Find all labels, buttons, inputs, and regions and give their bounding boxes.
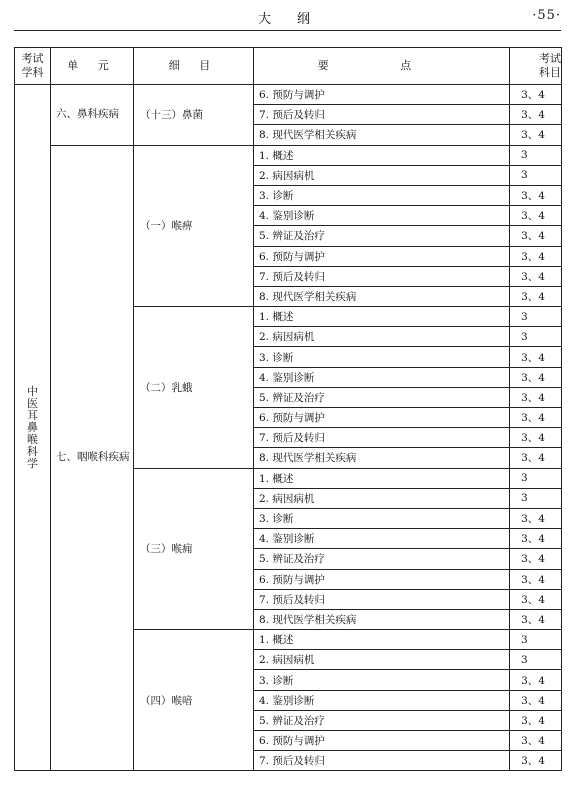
- level-cell: [510, 569, 562, 589]
- point-cell: 8. 现代医学相关疾病: [254, 448, 510, 468]
- table-row: [15, 85, 562, 105]
- point-cell: 4. 鉴别诊断: [254, 690, 510, 710]
- point-cell: 7. 预后及转归: [254, 589, 510, 609]
- table-row: [15, 145, 562, 165]
- point-cell: 5. 辨证及治疗: [254, 549, 510, 569]
- level-value: 3、4: [521, 735, 545, 748]
- level-cell: [510, 347, 562, 367]
- level-cell: [510, 751, 562, 771]
- header-subject: 考试学科: [15, 48, 51, 85]
- level-value: 3: [521, 472, 528, 485]
- point-cell: 3. 诊断: [254, 670, 510, 690]
- level-value: 3、4: [521, 129, 545, 142]
- level-cell: [510, 690, 562, 710]
- point-cell: 8. 现代医学相关疾病: [254, 286, 510, 306]
- detail-cell: （十三）鼻菌: [134, 85, 254, 146]
- point-cell: 6. 预防与调护: [254, 246, 510, 266]
- level-value: 3、4: [521, 613, 545, 626]
- level-value: 3、4: [521, 573, 545, 586]
- level-value: 3、4: [521, 755, 545, 768]
- level-cell: [510, 508, 562, 528]
- level-cell: [510, 549, 562, 569]
- level-cell: [510, 609, 562, 629]
- level-value: 3、4: [521, 694, 545, 707]
- level-value: 3: [521, 492, 528, 505]
- level-cell: [510, 488, 562, 508]
- level-cell: [510, 589, 562, 609]
- point-cell: 1. 概述: [254, 630, 510, 650]
- point-cell: 6. 预防与调护: [254, 569, 510, 589]
- level-cell: [510, 428, 562, 448]
- level-value: 3、4: [521, 432, 545, 445]
- unit-cell: 六、鼻科疾病: [51, 85, 134, 146]
- level-value: 3: [521, 310, 528, 323]
- point-cell: 4. 鉴别诊断: [254, 367, 510, 387]
- level-cell: [510, 206, 562, 226]
- level-cell: [510, 165, 562, 185]
- point-cell: 8. 现代医学相关疾病: [254, 609, 510, 629]
- level-value: 3: [521, 169, 528, 182]
- point-cell: 8. 现代医学相关疾病: [254, 125, 510, 145]
- level-cell: [510, 85, 562, 105]
- unit-cell: 七、咽喉科疾病: [51, 145, 134, 771]
- level-value: 3、4: [521, 210, 545, 223]
- level-cell: [510, 307, 562, 327]
- level-cell: [510, 327, 562, 347]
- level-cell: [510, 226, 562, 246]
- level-cell: [510, 670, 562, 690]
- detail-cell: （三）喉痈: [134, 468, 254, 630]
- point-cell: 4. 鉴别诊断: [254, 206, 510, 226]
- level-value: 3、4: [521, 593, 545, 606]
- level-cell: [510, 710, 562, 730]
- level-value: 3、4: [521, 230, 545, 243]
- level-value: 3、4: [521, 371, 545, 384]
- point-cell: 6. 预防与调护: [254, 85, 510, 105]
- detail-cell: （一）喉痹: [134, 145, 254, 307]
- point-cell: 5. 辨证及治疗: [254, 710, 510, 730]
- detail-cell: （二）乳蛾: [134, 307, 254, 469]
- level-cell: [510, 185, 562, 205]
- level-value: 3、4: [521, 533, 545, 546]
- level-cell: [510, 468, 562, 488]
- subject-label: 中医耳鼻喉科学: [27, 384, 38, 470]
- level-cell: [510, 731, 562, 751]
- level-value: 3: [521, 330, 528, 343]
- point-cell: 3. 诊断: [254, 347, 510, 367]
- point-cell: 7. 预后及转归: [254, 428, 510, 448]
- point-cell: 4. 鉴别诊断: [254, 529, 510, 549]
- page-header: [0, 0, 575, 30]
- level-cell: [510, 266, 562, 286]
- point-cell: 1. 概述: [254, 468, 510, 488]
- level-cell: [510, 529, 562, 549]
- level-value: 3、4: [521, 351, 545, 364]
- table-body: [15, 85, 562, 771]
- level-cell: [510, 125, 562, 145]
- level-cell: [510, 630, 562, 650]
- table-header-row: [15, 48, 562, 85]
- level-value: 3、4: [521, 270, 545, 283]
- level-value: 3、4: [521, 714, 545, 727]
- level-value: 3、4: [521, 391, 545, 404]
- header-rule: [14, 30, 561, 31]
- level-value: 3、4: [521, 290, 545, 303]
- level-value: 3、4: [521, 452, 545, 465]
- level-value: 3: [521, 653, 528, 666]
- point-cell: 6. 预防与调护: [254, 408, 510, 428]
- point-cell: 6. 预防与调护: [254, 731, 510, 751]
- level-value: 3、4: [521, 553, 545, 566]
- level-cell: [510, 367, 562, 387]
- point-cell: 7. 预后及转归: [254, 751, 510, 771]
- level-value: 3: [521, 149, 528, 162]
- point-cell: 2. 病因病机: [254, 165, 510, 185]
- level-cell: [510, 145, 562, 165]
- level-value: 3、4: [521, 674, 545, 687]
- point-cell: 7. 预后及转归: [254, 105, 510, 125]
- page-number: ·55·: [532, 8, 561, 23]
- syllabus-table: [14, 47, 562, 771]
- header-level: 考试科目: [510, 48, 562, 85]
- level-cell: [510, 286, 562, 306]
- point-cell: 3. 诊断: [254, 508, 510, 528]
- point-cell: 2. 病因病机: [254, 650, 510, 670]
- point-cell: 2. 病因病机: [254, 488, 510, 508]
- point-cell: 3. 诊断: [254, 185, 510, 205]
- header-unit: 单 元: [51, 48, 134, 85]
- point-cell: 1. 概述: [254, 307, 510, 327]
- level-cell: [510, 387, 562, 407]
- page-title: 大纲: [258, 12, 337, 27]
- level-value: 3、4: [521, 250, 545, 263]
- point-cell: 7. 预后及转归: [254, 266, 510, 286]
- level-value: 3、4: [521, 513, 545, 526]
- level-cell: [510, 408, 562, 428]
- point-cell: 5. 辨证及治疗: [254, 387, 510, 407]
- level-value: 3、4: [521, 190, 545, 203]
- level-cell: [510, 105, 562, 125]
- level-value: 3、4: [521, 412, 545, 425]
- level-value: 3、4: [521, 89, 545, 102]
- header-points: 要 点: [254, 48, 510, 85]
- level-value: 3、4: [521, 109, 545, 122]
- level-cell: [510, 448, 562, 468]
- subject-cell: [15, 85, 51, 771]
- header-detail: 细 目: [134, 48, 254, 85]
- level-cell: [510, 246, 562, 266]
- detail-cell: （四）喉喑: [134, 630, 254, 771]
- point-cell: 1. 概述: [254, 145, 510, 165]
- level-cell: [510, 650, 562, 670]
- level-value: 3: [521, 633, 528, 646]
- point-cell: 5. 辨证及治疗: [254, 226, 510, 246]
- point-cell: 2. 病因病机: [254, 327, 510, 347]
